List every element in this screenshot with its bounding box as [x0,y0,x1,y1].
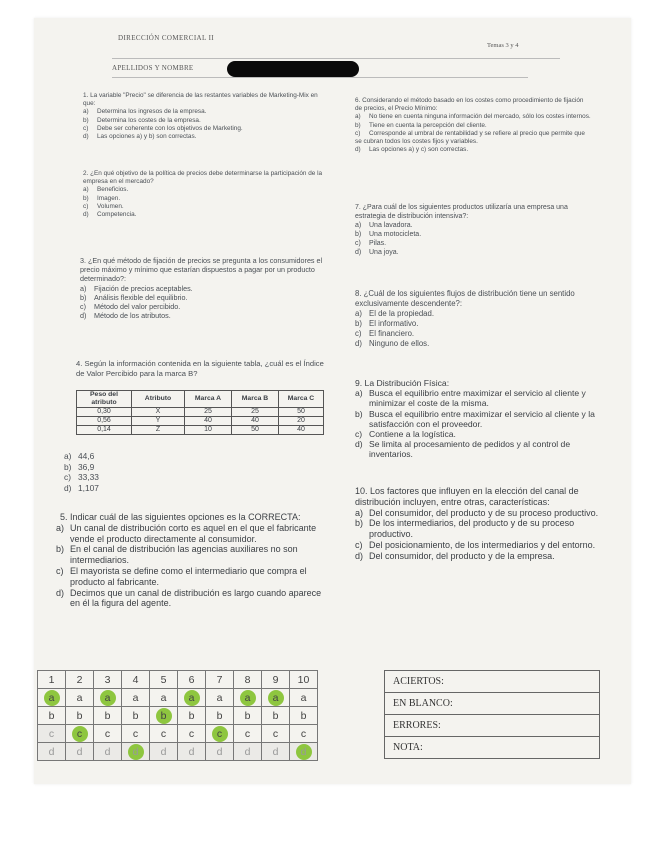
answer-letter: b [188,709,195,722]
question-number: 3 [94,671,122,689]
answer-row-b [38,707,318,725]
answer-cell-7-c[interactable] [206,725,234,743]
answer-letter: d [216,745,223,758]
option-d: d) Las opciones a) y c) son correctas. [355,146,469,154]
answer-letter: a [300,691,307,704]
question-number: 8 [234,671,262,689]
table-row [77,417,324,426]
option-c: c) Volumen. [83,202,124,210]
answer-letter: b [132,709,139,722]
marked-answer: a [184,690,200,706]
answer-cell-4-c[interactable] [122,725,150,743]
option-c: c) Corresponde al umbral de rentabilidad y se refiere al precio que permite que se cubran todos los costes fijos y variables. [355,129,585,146]
question-stem: 8. ¿Cuál de los siguientes flujos de distribución tiene un sentido exclusivamente descendente?: [355,289,575,308]
option-c: c) Método del valor percibido. [80,302,181,312]
table-header-row [77,391,324,408]
option-d: d) Del consumidor, del producto y de la empresa. [355,550,555,561]
question-stem: 5. Indicar cuál de las siguientes opciones es la CORRECTA: [60,512,301,522]
answer-letter: c [104,727,111,740]
answer-row-a [38,689,318,707]
question-2 [83,170,323,219]
answer-letter: c [48,727,55,740]
option-d: d) Las opciones a) y b) son correctas. [83,133,197,141]
answer-cell-7-a[interactable] [206,689,234,707]
table-cell: 20 [279,417,324,426]
option-b: b) Busca el equilibrio entre maximizar el servicio al cliente y la satisfacción con el proveedor. [355,408,595,429]
department-title: DIRECCIÓN COMERCIAL II [118,34,215,42]
answer-grid [37,670,318,761]
table-cell: 40 [279,426,324,435]
option-b: b) El informativo. [355,319,419,328]
question-1 [83,92,323,141]
question-stem: 10. Los factores que influyen en la elección del canal de distribución incluyen, entre otras, características: [355,486,579,507]
option-d: d) Método de los atributos. [80,311,171,321]
marked-answer: a [240,690,256,706]
table-row [77,426,324,435]
answer-cell-8-b[interactable] [234,707,262,725]
table-cell: Z [132,426,185,435]
table-header: Atributo [132,391,185,408]
question-4-options [64,451,184,493]
option-d: d) Ninguno de ellos. [355,339,430,348]
question-number: 1 [38,671,66,689]
question-10 [355,486,617,562]
answer-cell-10-a[interactable] [290,689,318,707]
answer-cell-9-d[interactable] [262,743,290,761]
option-d: d) Competencia. [83,211,137,219]
question-6 [355,97,591,154]
option-a: a) Un canal de distribución corto es aquel en el que el fabricante vende el producto directamente al consumidor. [56,522,317,544]
option-c: c) Debe ser coherente con los objetivos de Marketing. [83,124,243,132]
question-number: 7 [206,671,234,689]
option-b: b) Una motocicleta. [355,231,422,238]
option-b: b) Determina los costes de la empresa. [83,116,201,124]
option-c: c) Contiene a la logística. [355,429,456,440]
question-9 [355,378,603,460]
answer-cell-1-d[interactable] [38,743,66,761]
answer-cell-3-b[interactable] [94,707,122,725]
answer-cell-1-c[interactable] [38,725,66,743]
answer-cell-2-c[interactable] [66,725,94,743]
option-d: d) Una joya. [355,249,399,256]
option-c: c) Del posicionamiento, de los intermediarios y del entorno. [355,539,596,550]
answer-cell-9-a[interactable] [262,689,290,707]
answer-cell-9-c[interactable] [262,725,290,743]
header-rule [112,58,560,59]
table-cell: 10 [185,426,232,435]
option-a: a) Beneficios. [83,186,129,194]
marked-answer: c [212,726,228,742]
option-c: c) El financiero. [355,329,415,338]
option-a: a) Una lavadora. [355,222,413,229]
answer-cell-10-c[interactable] [290,725,318,743]
answer-cell-4-b[interactable] [122,707,150,725]
table-header: Marca B [232,391,279,408]
table-cell: 0,30 [77,408,132,417]
answer-cell-5-b[interactable] [150,707,178,725]
option-c: c) El mayorista se define como el intermediario que compra el producto al fabricante. [56,565,307,587]
question-number: 10 [290,671,318,689]
answer-grid-header [38,671,318,689]
answer-letter: a [160,691,167,704]
answer-cell-10-b[interactable] [290,707,318,725]
option-b: b) Tiene en cuenta la percepción del cliente. [355,121,487,129]
answer-letter: d [188,745,195,758]
answer-row-d [38,743,318,761]
answer-cell-3-c[interactable] [94,725,122,743]
table-cell: 25 [185,408,232,417]
option-a: a) Fijación de precios aceptables. [80,283,193,293]
table-header: Marca A [185,391,232,408]
option-a: a) El de la propiedad. [355,309,435,318]
answer-cell-2-b[interactable] [66,707,94,725]
marked-answer: a [100,690,116,706]
answer-cell-6-c[interactable] [178,725,206,743]
redacted-name [227,61,359,77]
answer-letter: b [104,709,111,722]
table-cell: 25 [232,408,279,417]
answer-cell-6-b[interactable] [178,707,206,725]
answer-cell-1-b[interactable] [38,707,66,725]
option-a: a) No tiene en cuenta ninguna información del mercado, sólo los costes internos. [355,113,591,121]
answer-cell-7-b[interactable] [206,707,234,725]
answer-cell-8-a[interactable] [234,689,262,707]
topics-label: Temas 3 y 4 [487,42,519,49]
en-blanco-field[interactable]: EN BLANCO: [385,693,599,715]
question-number: 6 [178,671,206,689]
option-b: b) De los intermediarios, del producto y de su proceso productivo. [355,518,575,540]
question-stem: 3. ¿En qué método de fijación de precios se pregunta a los consumidores el precio máximo y mínimo que estarían dispuestos a pagar por un producto determinado?: [80,256,323,284]
answer-letter: a [216,691,223,704]
answer-cell-4-a[interactable] [122,689,150,707]
marked-answer: b [156,708,172,724]
nota-field[interactable]: NOTA: [393,742,423,753]
table-cell: 40 [232,417,279,426]
table-header: Peso del atributo [77,391,132,408]
option-c: c) 33,33 [64,472,99,483]
table-cell: 0,56 [77,417,132,426]
question-number: 4 [122,671,150,689]
marked-answer: c [72,726,88,742]
answer-cell-8-c[interactable] [234,725,262,743]
answer-letter: b [216,709,223,722]
answer-letter: c [244,727,251,740]
question-stem: 7. ¿Para cuál de los siguientes productos utilizaría una empresa una estrategia de distribución intensiva?: [355,204,568,220]
question-5 [56,512,324,609]
answer-letter: c [300,727,307,740]
answer-letter: d [272,745,279,758]
answer-letter: c [188,727,195,740]
answer-cell-1-a[interactable] [38,689,66,707]
option-b: b) Análisis flexible del equilibrio. [80,292,188,302]
answer-cell-5-d[interactable] [150,743,178,761]
question-8 [355,289,595,349]
answer-cell-9-b[interactable] [262,707,290,725]
option-b: b) En el canal de distribución las agencias auxiliares no son intermediarios. [56,544,298,566]
answer-cell-3-d[interactable] [94,743,122,761]
answer-cell-8-d[interactable] [234,743,262,761]
question-stem: 1. La variable "Precio" se diferencia de las restantes variables de Marketing-Mix en que: [83,92,318,108]
answer-letter: b [76,709,83,722]
marked-answer: d [296,744,312,760]
answer-letter: d [244,745,251,758]
answer-cell-10-d[interactable] [290,743,318,761]
answer-letter: b [272,709,279,722]
option-b: b) Imagen. [83,194,121,202]
answer-letter: d [76,745,83,758]
option-c: c) Pilas. [355,240,387,247]
answer-letter: d [104,745,111,758]
answer-cell-6-a[interactable] [178,689,206,707]
answer-cell-2-a[interactable] [66,689,94,707]
aciertos-field[interactable]: ACIERTOS: [385,671,599,693]
answer-cell-2-d[interactable] [66,743,94,761]
answer-letter: c [272,727,279,740]
option-a: a) Del consumidor, del producto y de su proceso productivo. [355,507,599,518]
answer-cell-6-d[interactable] [178,743,206,761]
answer-cell-5-c[interactable] [150,725,178,743]
answer-letter: a [132,691,139,704]
question-number: 2 [66,671,94,689]
answer-cell-7-d[interactable] [206,743,234,761]
option-d: d) Se limita al procesamiento de pedidos y al control de inventarios. [355,439,571,460]
question-stem: 6. Considerando el método basado en los costes como procedimiento de fijación de precios, el Precio Mínimo: [355,97,584,113]
answer-letter: d [48,745,55,758]
answer-letter: b [244,709,251,722]
option-a: a) Determina los ingresos de la empresa. [83,108,207,116]
answer-letter: d [160,745,167,758]
question-3 [80,256,325,320]
question-4-stem [76,359,324,378]
name-label: APELLIDOS Y NOMBRE [112,64,194,72]
table-cell: Y [132,417,185,426]
question-7 [355,203,593,257]
answer-letter: b [300,709,307,722]
table-header: Marca C [279,391,324,408]
option-b: b) 36,9 [64,461,95,472]
table-cell: 40 [185,417,232,426]
question-stem: 9. La Distribución Física: [355,378,450,388]
attribute-table [76,390,324,435]
option-d: d) Decimos que un canal de distribución es largo cuando aparece en él la figura del agente. [56,587,322,609]
errores-field[interactable]: ERRORES: [385,715,599,737]
score-box [384,670,600,759]
question-number: 5 [150,671,178,689]
answer-letter: a [76,691,83,704]
question-stem: 4. Según la información contenida en la siguiente tabla, ¿cuál es el Índice de Valor Percibido para la marca B? [76,359,324,378]
name-rule [112,77,528,78]
table-row [77,408,324,417]
option-a: a) 44,6 [64,451,95,461]
answer-letter: b [48,709,55,722]
marked-answer: a [44,690,60,706]
table-cell: X [132,408,185,417]
answer-cell-4-d[interactable] [122,743,150,761]
answer-row-c [38,725,318,743]
table-cell: 50 [279,408,324,417]
answer-cell-5-a[interactable] [150,689,178,707]
table-cell: 0,14 [77,426,132,435]
question-stem: 2. ¿En qué objetivo de la política de precios debe determinarse la participación de la empresa en el mercado? [83,170,323,186]
table-cell: 50 [232,426,279,435]
answer-letter: c [132,727,139,740]
answer-letter: c [160,727,167,740]
option-a: a) Busca el equilibrio entre maximizar el servicio al cliente y minimizar el coste de la misma. [355,388,586,409]
answer-cell-3-a[interactable] [94,689,122,707]
marked-answer: a [268,690,284,706]
marked-answer: d [128,744,144,760]
question-number: 9 [262,671,290,689]
option-d: d) 1,107 [64,482,99,493]
